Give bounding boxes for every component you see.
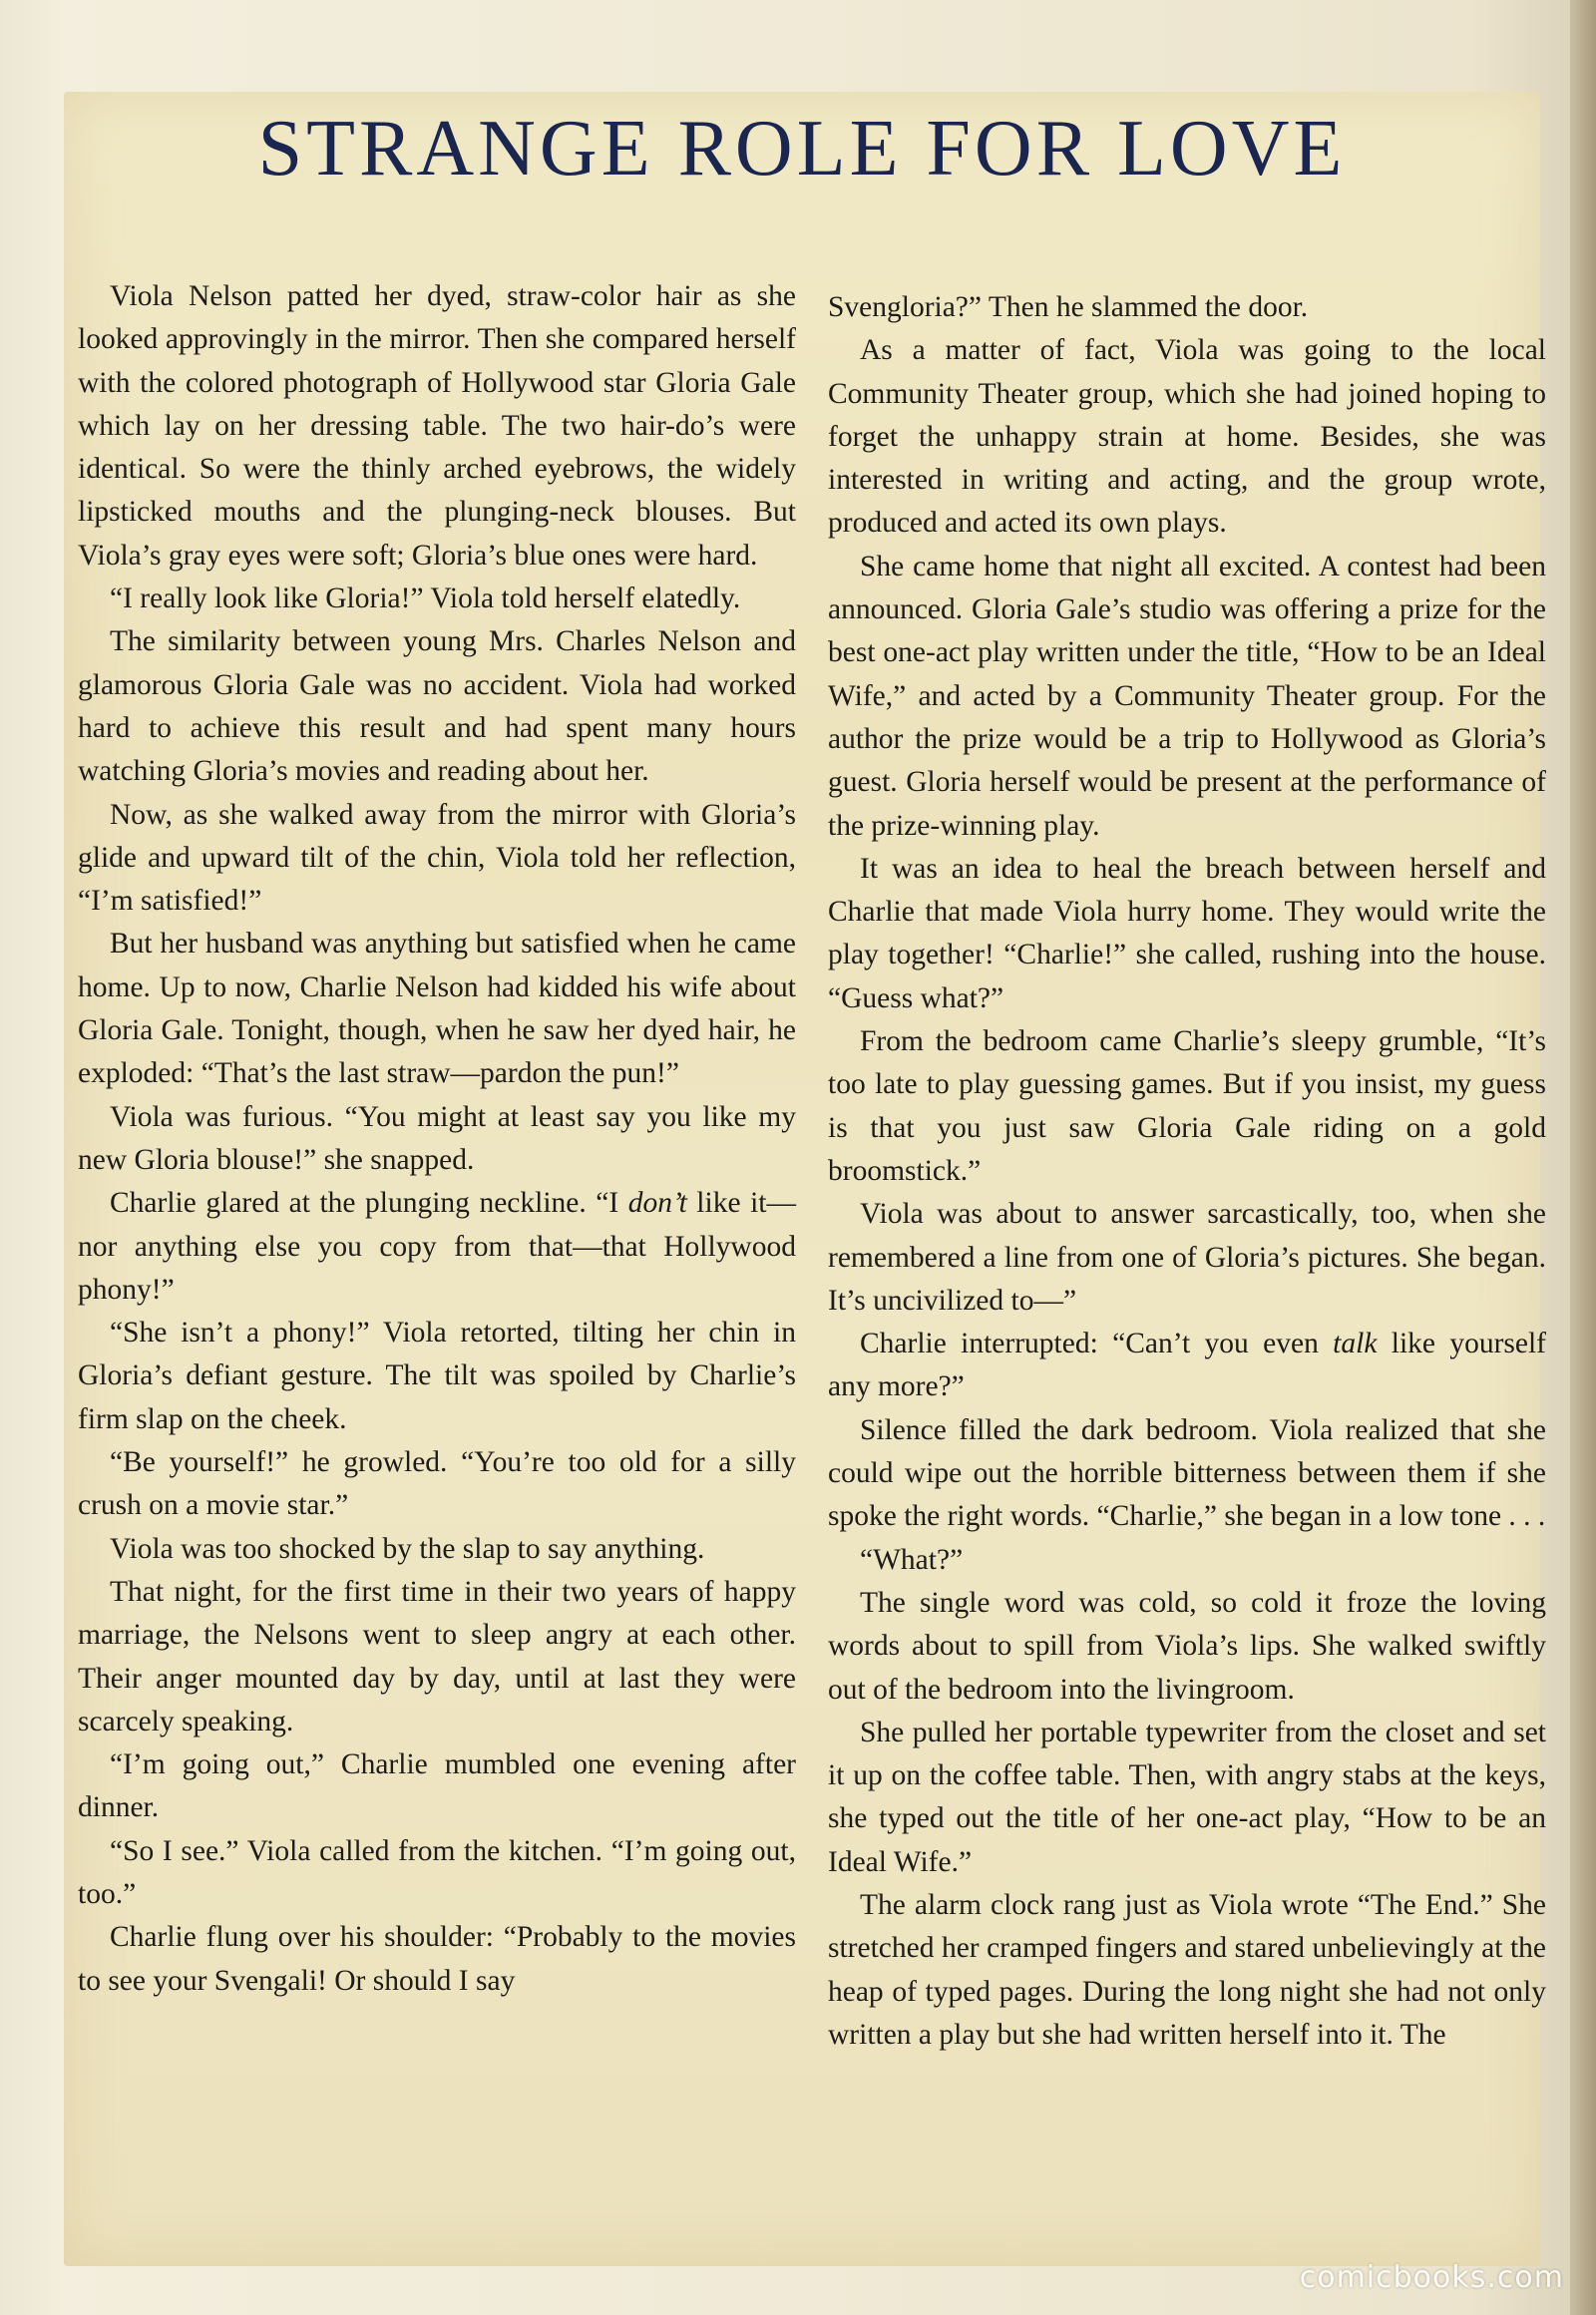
emphasis-text: talk [1333, 1328, 1378, 1360]
paragraph: “I really look like Gloria!” Viola told herself elatedly. [110, 582, 741, 615]
paragraph: Viola was about to answer sarcastically, too, when she remembered a line from one of Gloria’s pictures. She began. It’s uncivilized to—” [828, 1198, 1546, 1317]
paragraph: As a matter of fact, Viola was going to the local Community Theater group, which she had joined hoping to forget the unhappy strain at home. Besides, she was interested in writing and acting, and the group wrote, produced and acted its own plays. [828, 334, 1546, 540]
paragraph: The single word was cold, so cold it froze the loving words about to spill from Viola’s lips. She walked swiftly out of the bedroom into the livingroom. [828, 1586, 1546, 1706]
paragraph: She came home that night all excited. A contest had been announced. Gloria Gale’s studio was offering a prize for the best one-act play written under the title, “How to be an Ideal Wife,” and acted by a Community Theater group. For the author the prize would be a trip to Hollywood as Gloria’s guest. Gloria herself would be present at the performance of the prize-winning play. [828, 550, 1546, 842]
page-binding-edge [1570, 0, 1596, 2315]
paragraph-text: like it—nor anything else you copy from that—that Hollywood phony!” [78, 1187, 796, 1306]
paragraph: “Be yourself!” he growled. “You’re too old for a silly crush on a movie star.” [78, 1446, 796, 1522]
site-watermark: comicbooks.com [1299, 2260, 1564, 2295]
paragraph: The alarm clock rang just as Viola wrote “The End.” She stretched her cramped fingers and stared unbelievingly at the heap of typed pages. During the long night she had not only written a play but she had written herself into it. The [828, 1888, 1546, 2051]
text-column-left [78, 275, 796, 2003]
paragraph: Viola was furious. “You might at least say you like my new Gloria blouse!” she snapped. [78, 1100, 796, 1176]
paragraph [828, 1323, 1546, 1409]
paragraph: It was an idea to heal the breach between herself and Charlie that made Viola hurry home. They would write the play together! “Charlie!” she called, rushing into the house. “Guess what?” [828, 852, 1546, 1014]
paragraph: Silence filled the dark bedroom. Viola realized that she could wipe out the horrible bitterness between them if she spoke the right words. “Charlie,” she began in a low tone . . . [828, 1413, 1546, 1533]
paragraph-continued: Svengloria?” Then he slammed the door. [828, 291, 1309, 323]
paragraph: Now, as she walked away from the mirror with Gloria’s glide and upward tilt of the chin, Viola told her reflection, “I’m satisfied!” [78, 798, 796, 918]
paragraph: Viola Nelson patted her dyed, straw-color hair as she looked approvingly in the mirror. Then she compared herself with the colored photograph of Hollywood star Gloria Gale which lay on her dressing table. The two hair-do’s were identical. So were the thinly arched eyebrows, the widely lipsticked mouths and the plunging-neck blouses. But Viola’s gray eyes were soft; Gloria’s blue ones were hard. [78, 280, 796, 572]
paragraph: “She isn’t a phony!” Viola retorted, tilting her chin in Gloria’s defiant gesture. The tilt was spoiled by Charlie’s firm slap on the cheek. [78, 1317, 796, 1435]
story-title: STRANGE ROLE FOR LOVE [257, 105, 1347, 193]
emphasis-text: don’t [627, 1187, 687, 1220]
paragraph: She pulled her portable typewriter from the closet and set it up on the coffee table. Then, with angry stabs at the keys, she typed out the title of her one-act play, “How to be an Ideal Wife.” [828, 1716, 1546, 1878]
paragraph: The similarity between young Mrs. Charles Nelson and glamorous Gloria Gale was no accident. Viola had worked hard to achieve this result and had spent many hours watching Gloria’s movies and reading about her. [78, 625, 796, 788]
paragraph-text: Charlie glared at the plunging neckline. “I [110, 1187, 628, 1220]
paragraph: Charlie flung over his shoulder: “Probably to the movies to see your Svengali! Or should I say [78, 1921, 796, 1997]
paragraph [78, 1182, 796, 1312]
text-column-right [828, 286, 1546, 2057]
paragraph: From the bedroom came Charlie’s sleepy grumble, “It’s too late to play guessing games. But if you insist, my guess is that you just saw Gloria Gale riding on a gold broomstick.” [828, 1025, 1546, 1187]
paragraph: Viola was too shocked by the slap to say anything. [110, 1532, 705, 1565]
paragraph: That night, for the first time in their two years of happy marriage, the Nelsons went to sleep angry at each other. Their anger mounted day by day, until at last they were scarcely speaking. [78, 1575, 796, 1737]
paragraph: “I’m going out,” Charlie mumbled one evening after dinner. [78, 1748, 796, 1824]
paragraph-text: like yourself any more?” [828, 1328, 1546, 1403]
paragraph: “What?” [860, 1543, 964, 1576]
paragraph-text: Charlie interrupted: “Can’t you even [860, 1328, 1334, 1360]
paragraph: But her husband was anything but satisfied when he came home. Up to now, Charlie Nelson had kidded his wife about Gloria Gale. Tonight, though, when he saw her dyed hair, he exploded: “That’s the last straw—pardon the pun!” [78, 928, 796, 1090]
paragraph: “So I see.” Viola called from the kitchen. “I’m going out, too.” [78, 1834, 796, 1910]
